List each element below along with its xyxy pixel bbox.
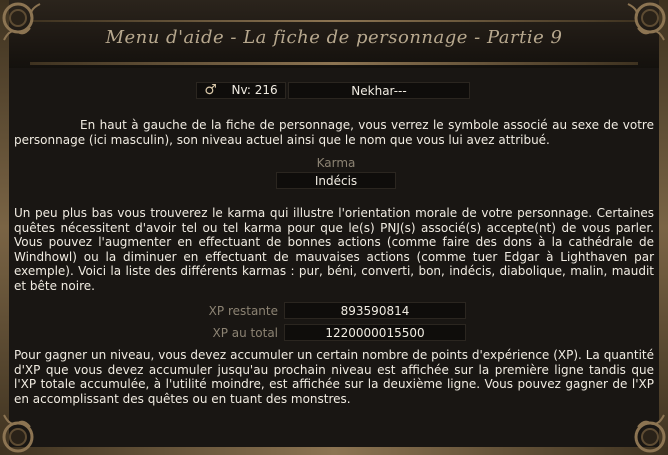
karma-paragraph: Un peu plus bas vous trouverez le karma qui illustre l'orientation morale de votre personnage. Certaines quêtes nécessitent d'avoir tel ou tel karma pour que le(s) PNJ(s) associé(s) accepte(nt) de vous parler. Vous pouvez l'augmenter en effectuant de bonnes actions (comme faire des dons à la cathédrale de Windhowl) ou la diminuer en effectuant de mauvaises actions (comme tuer Edgar à Lighthaven par exemple). Voici la liste des différents karmas : pur, béni, converti, bon, indécis, diabolique, malin, maudit et bête noire. <box>14 206 654 293</box>
xp-total-label: XP au total <box>212 326 278 340</box>
xp-remaining-label: XP restante <box>208 304 278 318</box>
character-name: Nekhar--- <box>288 82 470 99</box>
title-top-divider <box>30 20 638 22</box>
karma-value: Indécis <box>276 172 396 189</box>
level-box <box>196 82 286 99</box>
intro-paragraph: En haut à gauche de la fiche de personnage, vous verrez le symbole associé au sexe de votre personnage (ici masculin), son niveau actuel ainsi que le nom que vous lui avez attribué. <box>14 118 654 147</box>
level-value: Nv: 216 <box>231 83 278 97</box>
character-header <box>196 82 470 99</box>
karma-label: Karma <box>316 156 356 170</box>
xp-paragraph: Pour gagner un niveau, vous devez accumuler un certain nombre de points d'expérience (XP). La quantité d'XP que vous devez accumuler jusqu'au prochain niveau est affichée sur la première ligne tandis que l'XP totale accumulée, à l'utilité moindre, est affichée sur la deuxième ligne. Vous pouvez gagner de l'XP en accomplissant des quêtes ou en tuant des monstres. <box>14 348 654 406</box>
help-content <box>14 74 654 441</box>
frame-left-border <box>0 0 9 455</box>
male-symbol-icon: ♂ <box>204 82 217 98</box>
window-title: Menu d'aide - La fiche de personnage - Partie 9 <box>105 27 563 48</box>
xp-total-value: 1220000015500 <box>284 324 466 341</box>
frame-right-border <box>659 0 668 455</box>
frame-bottom-border <box>0 447 668 455</box>
title-bottom-divider <box>30 62 638 65</box>
xp-remaining-value: 893590814 <box>284 302 466 319</box>
